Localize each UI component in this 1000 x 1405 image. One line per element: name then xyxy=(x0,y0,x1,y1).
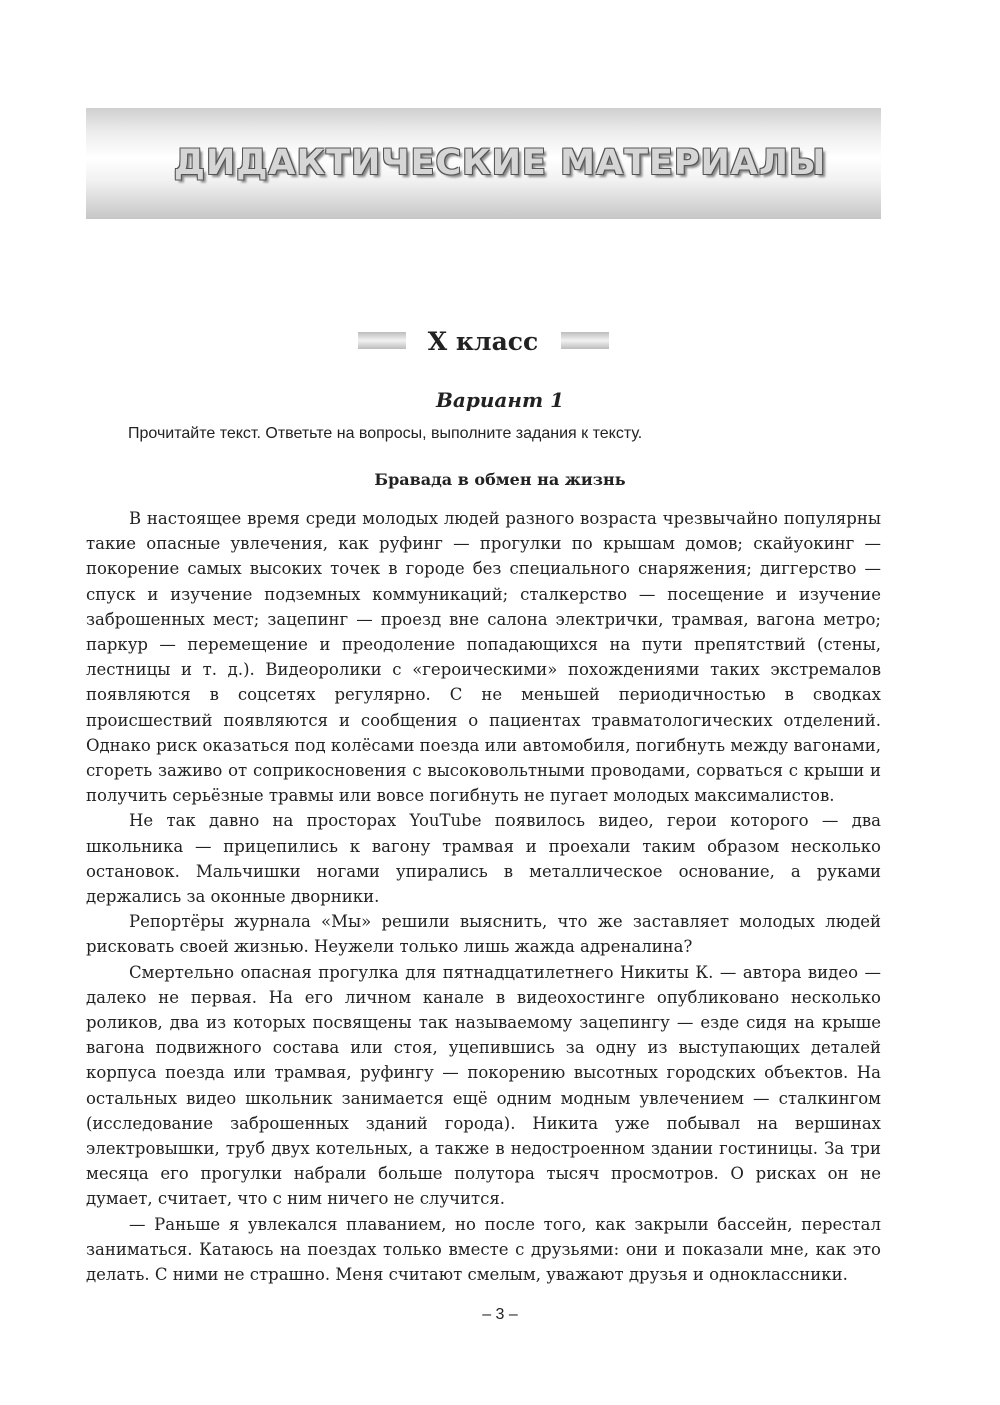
class-heading xyxy=(0,327,1000,357)
instruction-text: Прочитайте текст. Ответьте на вопросы, выполните задания к тексту. xyxy=(128,425,643,442)
paragraph: Смертельно опасная прогулка для пятнадцатилетнего Никиты К. — автора видео — далеко не первая. На его личном канале в видеохостинге опубликовано несколько роликов, два из которых посвящены так называемому зацепингу — езде сидя на крыше вагона подвижного состава или стоя, уцепившись за одну из выступающих деталей корпуса поезда или трамвая, руфингу — покорению высотных городских объектов. На остальных видео школьник занимается ещё одним модным увлечением — сталкингом (исследование заброшенных зданий города). Никита уже побывал на вершинах электровышки, труб двух котельных, а также в недостроенном здании гостиницы. За три месяца его прогулки набрали больше полутора тысяч просмотров. О рисках он не думает, считает, что с ним ничего не случится. xyxy=(86,962,881,1209)
paragraph: В настоящее время среди молодых людей разного возраста чрезвычайно популярны такие опасные увлечения, как руфинг — прогулки по крышам домов; скайуокинг — покорение самых высоких точек в городе без специального снаряжения; диггерство — спуск и изучение подземных коммуникаций; сталкерство — посещение и изучение заброшенных мест; зацепинг — проезд вне салона электрички, трамвая, вагона метро; паркур — перемещение и преодоление попадающихся на пути препятствий (стены, лестницы и т. д.). Видеоролики с «героическими» похождениями таких экстремалов появляются в соцсетях регулярно. С не меньшей периодичностью в сводках происшествий появляются и сообщения о пациентах травматологических отделений. Однако риск оказаться под колёсами поезда или автомобиля, погибнуть между вагонами, сгореть заживо от соприкосновения с высоковольтными проводами, сорваться с крыши и получить серьёзные травмы или вовсе погибнуть не пугает молодых максималистов. xyxy=(86,509,881,806)
variant-title: Вариант 1 xyxy=(436,388,564,412)
paragraph: Не так давно на просторах YouTube появилось видео, герои которого — два школьника — прицепились к вагону трамвая и проехали таким образом несколько остановок. Мальчишки ногами упирались в металлическое основание, а руками держались за оконные дворники. xyxy=(86,811,881,907)
class-title: X класс xyxy=(427,327,539,356)
section-title: ДИДАКТИЧЕСКИЕ МАТЕРИАЛЫ xyxy=(173,143,827,183)
page-number: – 3 – xyxy=(482,1306,518,1323)
heading-bar-right xyxy=(561,332,609,349)
paragraph: Репортёры журнала «Мы» решили выяснить, что же заставляет молодых людей рисковать своей жизнью. Неужели только лишь жажда адреналина? xyxy=(86,912,881,957)
heading-bar-left xyxy=(358,332,406,349)
article-title: Бравада в обмен на жизнь xyxy=(374,470,626,489)
article-body xyxy=(86,506,881,1287)
paragraph: — Раньше я увлекался плаванием, но после того, как закрыли бассейн, перестал заниматься. Катаюсь на поездах только вместе с друзьями: они и показали мне, как это делать. С ними не страшно. Меня считают смелым, уважают друзья и одноклассники. xyxy=(86,1214,881,1285)
